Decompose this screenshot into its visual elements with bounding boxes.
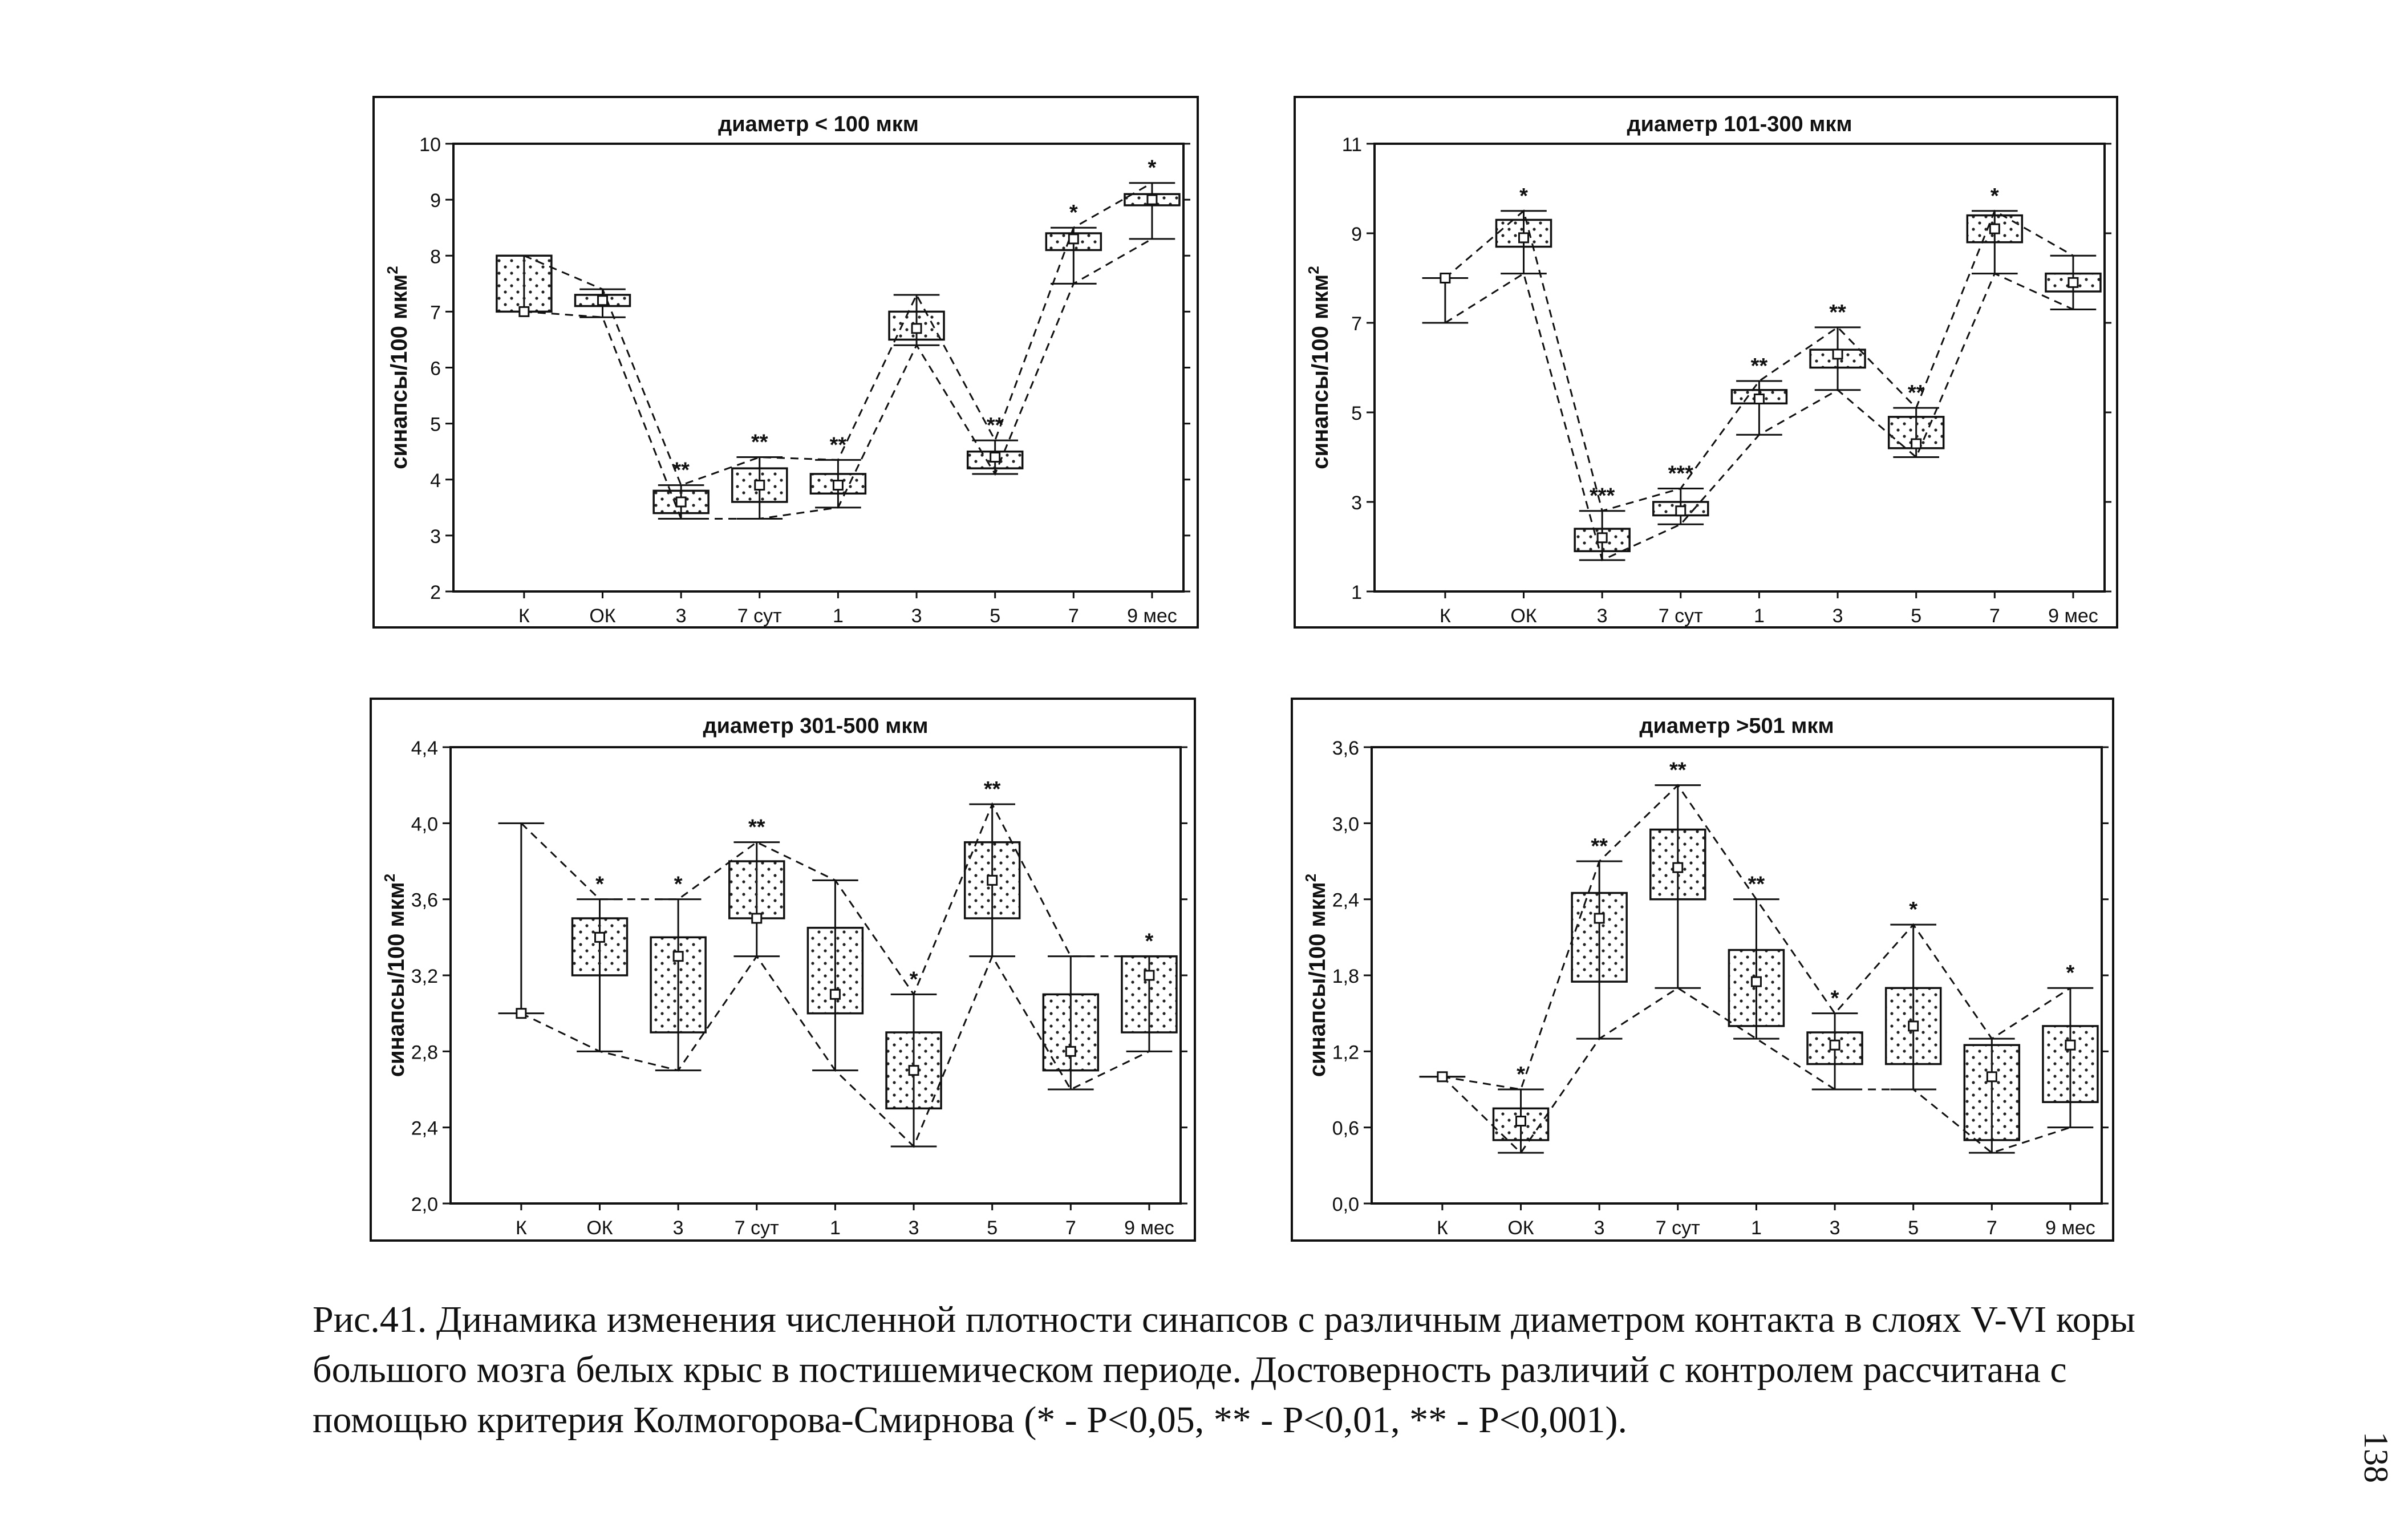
chart-title: диаметр 301-500 мкм <box>703 714 929 738</box>
significance-label: ** <box>986 414 1004 438</box>
median-marker <box>595 933 605 942</box>
significance-label: * <box>1148 156 1157 180</box>
x-tick-label: ОК <box>589 605 616 627</box>
median-marker <box>1598 533 1607 542</box>
significance-label: ** <box>751 430 768 455</box>
significance-label: * <box>1909 898 1918 922</box>
significance-label: * <box>1145 929 1154 954</box>
median-marker <box>991 453 1000 462</box>
box-6 <box>886 967 941 1146</box>
box-6 <box>1810 301 1865 390</box>
chart-panel-2 <box>1295 97 2117 627</box>
y-tick-label: 4,0 <box>411 813 438 836</box>
figure-caption: Рис.41. Динамика изменения численной плотности синапсов с различным диаметром контакта в слоях V-VI коры большого мозга белых крыс в постишемическом периоде. Достоверность различий с контролем рассчитана с помощью критерия Колмогорова-Смирнова (* - P<0,05, ** - P<0,01, ** - P<0,001). <box>313 1299 2135 1441</box>
median-marker <box>755 481 764 490</box>
significance-label: ** <box>1907 381 1925 406</box>
x-tick-label: 5 <box>1908 1217 1919 1239</box>
median-marker <box>1148 195 1157 204</box>
y-tick-label: 4,4 <box>411 737 438 759</box>
box-body <box>2043 1026 2098 1102</box>
y-axis-label-exponent: 2 <box>1305 266 1322 274</box>
significance-label: ** <box>829 433 847 457</box>
box-6 <box>889 295 944 345</box>
y-tick-label: 9 <box>1351 224 1362 245</box>
significance-label: ** <box>672 458 690 483</box>
box-5 <box>1732 354 1786 435</box>
x-tick-label: 1 <box>1753 605 1765 627</box>
y-tick-label: 5 <box>1351 403 1362 424</box>
box-body <box>1964 1045 2019 1140</box>
significance-label: ** <box>1748 872 1765 897</box>
box-7 <box>1889 381 1944 457</box>
x-tick-label: К <box>515 1217 527 1239</box>
median-marker <box>2066 1040 2075 1049</box>
significance-label: * <box>674 872 683 897</box>
median-marker <box>833 481 842 490</box>
median-marker <box>1438 1072 1447 1081</box>
y-tick-label: 2,8 <box>411 1041 438 1064</box>
y-tick-label: 1,2 <box>1332 1041 1359 1064</box>
x-tick-label: 3 <box>1829 1217 1841 1239</box>
median-marker <box>1595 914 1604 923</box>
y-tick-label: 2,0 <box>411 1194 438 1215</box>
box-3 <box>1575 484 1629 560</box>
median-marker <box>1830 1040 1839 1049</box>
box-body <box>573 918 627 975</box>
x-tick-label: 3 <box>911 605 922 627</box>
x-tick-label: 1 <box>832 605 844 627</box>
x-tick-label: 7 <box>1065 1217 1076 1239</box>
y-axis-label: синапсы/100 мкм$^2$ <box>1302 873 1330 1077</box>
x-tick-label: ОК <box>1507 1217 1534 1239</box>
box-2 <box>1494 1063 1548 1153</box>
box-7 <box>1886 898 1941 1089</box>
box-7 <box>965 777 1020 957</box>
y-tick-label: 11 <box>1341 134 1362 156</box>
x-tick-label: К <box>518 605 530 627</box>
chart-panel-1 <box>374 97 1198 627</box>
box-5 <box>810 433 865 507</box>
x-tick-label: ОК <box>1510 605 1537 627</box>
page-number: 138 <box>2357 1432 2395 1483</box>
x-tick-label: 9 мес <box>2045 1217 2095 1239</box>
y-tick-label: 4 <box>430 469 441 492</box>
box-1 <box>1422 274 1469 323</box>
y-tick-label: 7 <box>1351 313 1362 335</box>
box-1 <box>498 823 545 1018</box>
y-tick-label: 3,2 <box>411 966 438 987</box>
x-tick-label: 1 <box>1750 1217 1762 1239</box>
y-tick-label: 2 <box>430 582 441 603</box>
box-body <box>1572 893 1627 982</box>
median-marker <box>676 497 686 506</box>
chart-panel-4 <box>1292 699 2113 1241</box>
box-8 <box>1043 957 1098 1089</box>
significance-label: ** <box>1669 758 1687 783</box>
box-5 <box>1729 873 1783 1039</box>
median-marker <box>1069 234 1078 244</box>
median-marker <box>1145 971 1154 980</box>
x-tick-label: 7 сут <box>1658 605 1703 627</box>
box-5 <box>808 880 862 1070</box>
median-marker <box>1754 394 1764 403</box>
box-3 <box>1572 834 1627 1039</box>
significance-label: * <box>1830 986 1839 1011</box>
y-axis-label-exponent: 2 <box>381 873 398 882</box>
y-axis-label: синапсы/100 мкм$^2$ <box>381 873 409 1077</box>
box-1 <box>497 256 552 316</box>
chart-title: диаметр >501 мкм <box>1639 714 1834 738</box>
y-tick-label: 1,8 <box>1332 966 1359 987</box>
x-tick-label: 7 сут <box>734 1217 779 1239</box>
box-3 <box>651 873 706 1071</box>
significance-label: * <box>909 967 918 992</box>
y-axis-label-exponent: 2 <box>384 266 401 274</box>
median-marker <box>1066 1047 1075 1056</box>
box-9 <box>1125 156 1179 239</box>
x-tick-label: ОК <box>586 1217 613 1239</box>
x-tick-label: 7 <box>1986 1217 1997 1239</box>
y-axis-label: синапсы/100 мкм$^2$ <box>1305 266 1333 469</box>
x-tick-label: 9 мес <box>1127 605 1177 627</box>
chart-title: диаметр < 100 мкм <box>718 112 919 136</box>
significance-label: * <box>2066 961 2075 986</box>
panel-frame <box>1295 97 2117 627</box>
x-tick-label: 3 <box>1594 1217 1605 1239</box>
significance-label: * <box>595 872 604 897</box>
y-tick-label: 3 <box>430 525 441 548</box>
median-marker <box>1909 1022 1918 1031</box>
y-tick-label: 10 <box>419 134 441 156</box>
panel-frame <box>374 97 1198 627</box>
x-tick-label: 3 <box>675 605 687 627</box>
x-tick-label: 3 <box>672 1217 684 1239</box>
y-tick-label: 7 <box>430 302 441 324</box>
box-2 <box>575 289 630 317</box>
median-marker <box>1441 274 1450 283</box>
box-2 <box>1497 184 1551 274</box>
y-tick-label: 2,4 <box>411 1117 438 1140</box>
y-tick-label: 9 <box>430 190 441 212</box>
significance-label: *** <box>1589 484 1615 508</box>
x-tick-label: 7 <box>1068 605 1079 627</box>
y-tick-label: 2,4 <box>1332 889 1359 911</box>
x-tick-label: 7 сут <box>1655 1217 1700 1239</box>
significance-label: ** <box>1591 834 1608 858</box>
median-marker <box>520 307 529 316</box>
median-marker <box>1517 1117 1526 1126</box>
x-tick-label: К <box>1439 605 1451 627</box>
median-marker <box>912 324 921 333</box>
median-marker <box>909 1066 918 1075</box>
panel-frame <box>1292 699 2113 1241</box>
y-tick-label: 3,6 <box>1332 737 1359 759</box>
x-tick-label: 3 <box>908 1217 919 1239</box>
x-tick-label: 7 <box>1989 605 2000 627</box>
significance-label: * <box>1519 184 1528 208</box>
box-body <box>1043 994 1098 1070</box>
x-tick-label: 3 <box>1596 605 1608 627</box>
box-body <box>808 928 862 1014</box>
y-axis-label-exponent: 2 <box>1302 873 1319 882</box>
y-tick-label: 0,0 <box>1332 1194 1359 1215</box>
median-marker <box>1912 439 1921 448</box>
y-tick-label: 3,6 <box>411 889 438 911</box>
significance-label: * <box>1069 201 1078 225</box>
box-body <box>497 256 552 311</box>
y-tick-label: 3,0 <box>1332 813 1359 836</box>
box-8 <box>1046 201 1101 283</box>
median-marker <box>674 952 683 961</box>
box-2 <box>573 873 627 1052</box>
x-tick-label: 9 мес <box>1124 1217 1174 1239</box>
median-marker <box>1833 350 1842 359</box>
median-marker <box>1673 863 1683 872</box>
box-4 <box>1651 759 1705 988</box>
y-axis-label: синапсы/100 мкм$^2$ <box>384 266 412 469</box>
significance-label: ** <box>983 777 1001 801</box>
x-tick-label: 7 сут <box>737 605 782 627</box>
box-4 <box>1653 461 1708 524</box>
y-tick-label: 0,6 <box>1332 1117 1359 1140</box>
median-marker <box>1752 977 1761 986</box>
y-tick-label: 3 <box>1351 492 1362 514</box>
significance-label: ** <box>1829 300 1846 325</box>
significance-label: * <box>1990 184 1999 208</box>
box-6 <box>1807 987 1862 1089</box>
median-marker <box>752 914 761 923</box>
y-tick-label: 8 <box>430 246 441 268</box>
median-marker <box>2069 278 2078 287</box>
significance-label: *** <box>1668 461 1693 486</box>
x-tick-label: 5 <box>1911 605 1922 627</box>
box-body <box>729 861 784 918</box>
median-marker <box>517 1009 526 1018</box>
box-4 <box>732 431 787 519</box>
median-marker <box>830 990 840 999</box>
x-tick-label: 5 <box>987 1217 998 1239</box>
chart-title: диаметр 101-300 мкм <box>1627 112 1852 136</box>
x-tick-label: 1 <box>829 1217 841 1239</box>
box-body <box>1729 950 1783 1026</box>
box-8 <box>1967 184 2022 274</box>
box-9 <box>2043 961 2098 1127</box>
median-marker <box>1987 1072 1996 1081</box>
y-tick-label: 1 <box>1351 582 1362 603</box>
y-tick-label: 5 <box>430 414 441 436</box>
box-body <box>1122 957 1177 1032</box>
median-marker <box>598 296 607 305</box>
box-9 <box>1122 930 1177 1052</box>
box-8 <box>1964 1039 2019 1153</box>
chart-panel-3 <box>371 699 1195 1241</box>
significance-label: ** <box>1750 354 1768 379</box>
x-tick-label: К <box>1436 1217 1448 1239</box>
box-4 <box>729 816 784 957</box>
x-tick-label: 5 <box>990 605 1001 627</box>
significance-label: * <box>1517 1063 1525 1087</box>
x-tick-label: 3 <box>1832 605 1843 627</box>
box-7 <box>968 414 1023 474</box>
x-tick-label: 9 мес <box>2048 605 2098 627</box>
median-marker <box>988 876 997 885</box>
box-9 <box>2046 256 2101 309</box>
y-tick-label: 6 <box>430 358 441 380</box>
significance-label: ** <box>748 815 765 840</box>
median-marker <box>1990 224 1999 233</box>
median-marker <box>1676 506 1685 516</box>
median-marker <box>1519 233 1529 242</box>
